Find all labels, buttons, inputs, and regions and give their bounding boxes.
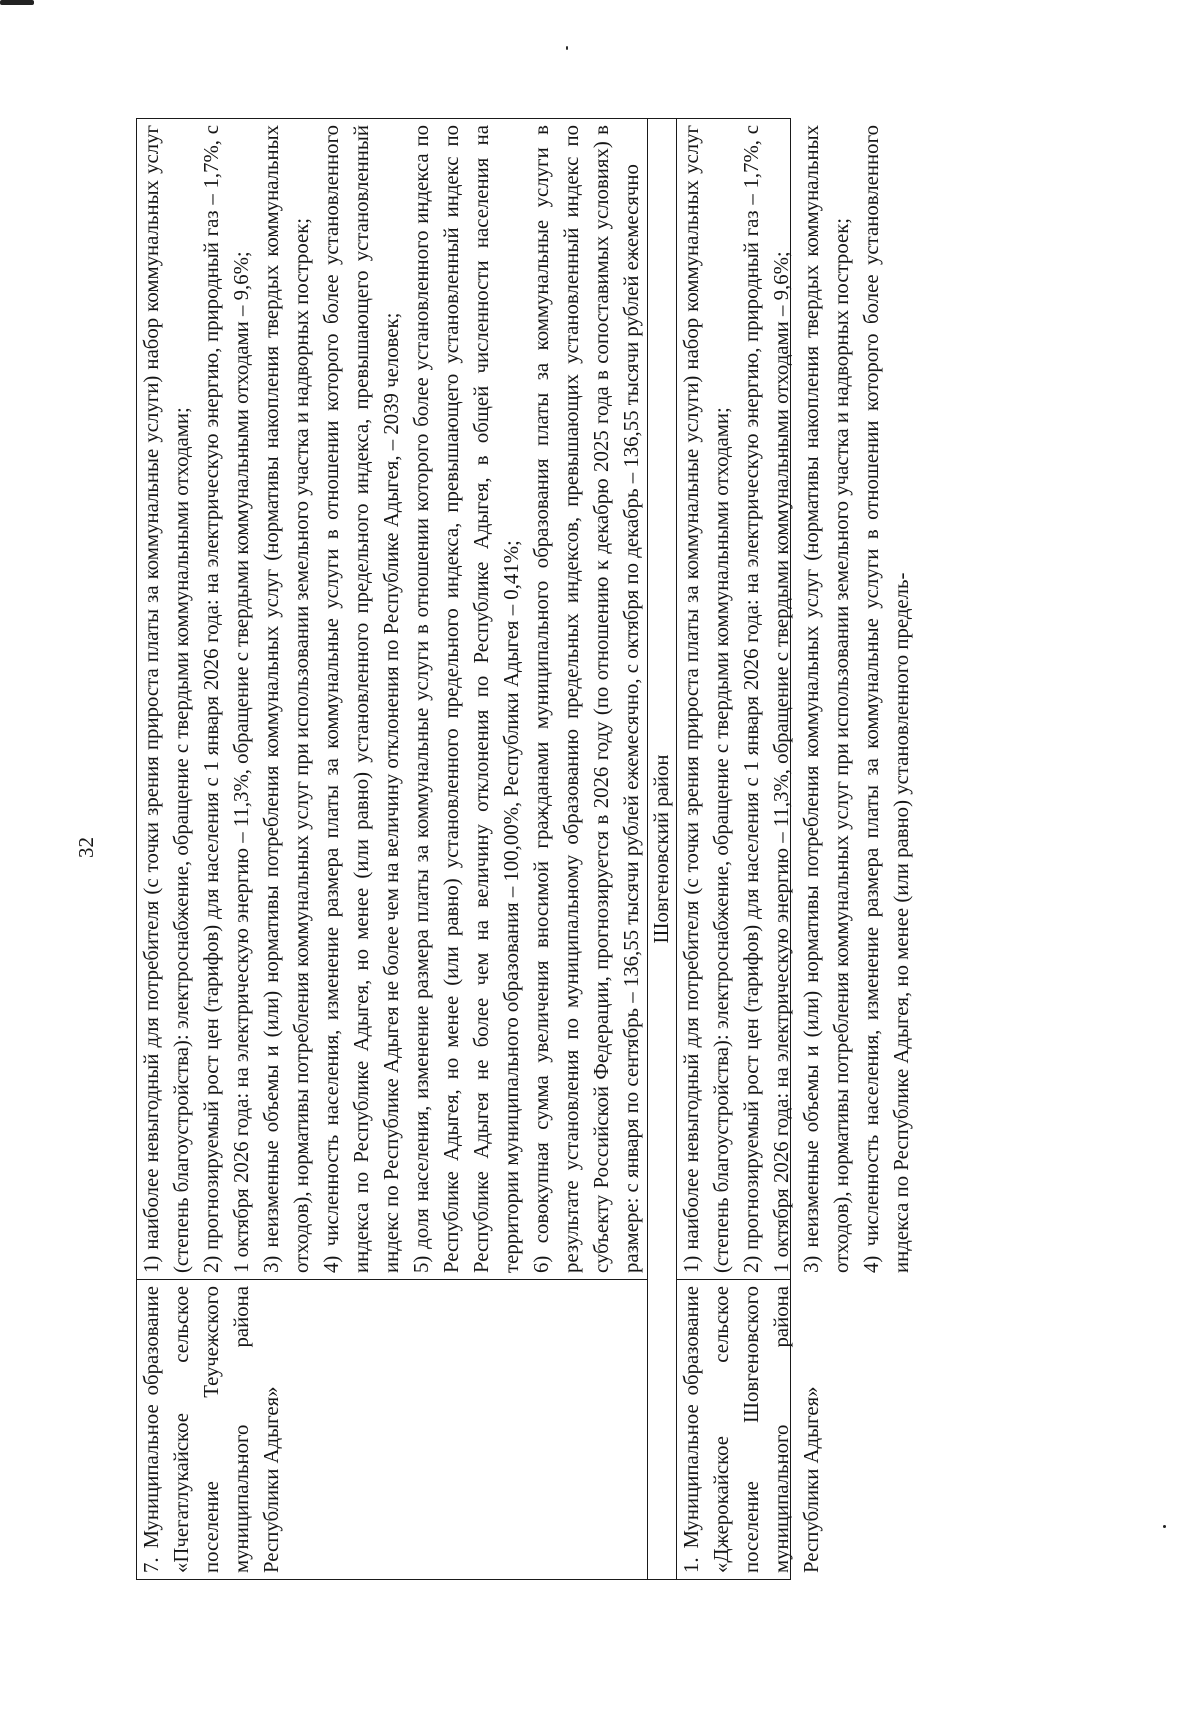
condition-item-6: 6) совокупная сумма увеличения вносимой гражданами муниципального образования платы за коммунальные услуги в результате установления по муниципальному образованию предельных индексов, превышающих установленный индекс по субъекту Российской Федерации, прогнозируется в 2026 году (по отношению к декабрю 2025 года в сопоставимых условиях) в размере: с января по сентябрь – 136,55 тысячи рублей ежемесячно, с октября по декабрь – 136,55 тысячи рублей ежемесячно <box>530 125 643 1273</box>
condition-item-1: 1) наиболее невыгодный для потребителя (с точки зрения прироста платы за коммунальные услуги) набор коммунальных услуг (степень благоустройства): электроснабжение, обращение с твердыми коммунальными отходами; <box>680 125 733 1273</box>
conditions-cell <box>137 119 648 1280</box>
district-heading: Шовгеновский район <box>648 119 677 1580</box>
conditions-cell-clip <box>677 125 913 1273</box>
municipality-cell-text: 1. Муниципальное образование «Джерокайское сельское поселение Шовгеновского муниципального района Республики Адыгея» <box>680 1286 823 1573</box>
conditions-cell <box>677 119 913 1280</box>
condition-item-3: 3) неизменные объемы и (или) нормативы потребления коммунальных услуг (нормативы накопления твердых коммунальных отходов), нормативы потребления коммунальных услуг при использовании земельного участка и надворных построек; <box>800 125 853 1273</box>
condition-item-4: 4) численность населения, изменение размера платы за коммунальные услуги в отношении которого более установленного индекса по Республике Адыгея, но менее (или равно) установленного предельного индекса, превышающего установленный индекс по Республике Адыгея не более чем на величину отклонения по Республике Адыгея, – 2039 человек; <box>320 125 403 1273</box>
municipality-cell <box>677 1280 823 1580</box>
condition-item-2: 2) прогнозируемый рост цен (тарифов) для населения с 1 января 2026 года: на электрическую энергию, природный газ – 1,7%, с 1 октября 2026 года: на электрическую энергию – 11,3%, обращение с твердыми коммунальными отходами – 9,6%; <box>740 125 793 1273</box>
scan-mark <box>0 0 34 5</box>
page-number: 32 <box>74 837 98 858</box>
condition-item-3: 3) неизменные объемы и (или) нормативы потребления коммунальных услуг (нормативы накопления твердых коммунальных отходов), нормативы потребления коммунальных услуг при использовании земельного участка и надворных построек; <box>260 125 313 1273</box>
condition-item-5: 5) доля населения, изменение размера платы за коммунальные услуги в отношении которого более установленного индекса по Республике Адыгея, но менее (или равно) установленного предельного индекса, превышающего установленный индекс по Республике Адыгея не более чем на величину отклонения по Республике Адыгея, в общей численности населения на территории муниципального образования – 100,00%, Республики Адыгея – 0,41%; <box>410 125 523 1273</box>
table-row-7 <box>137 119 648 1580</box>
document-table <box>136 118 913 1580</box>
municipality-cell: 7. Муниципальное образование «Пчегатлукайское сельское поселение Теучежского муниципального района Республики Адыгея» <box>137 1280 648 1580</box>
condition-item-4: 4) численность населения, изменение размера платы за коммунальные услуги в отношении которого более установленного индекса по Республике Адыгея, но менее (или равно) установленного предель- <box>860 125 913 1273</box>
section-row <box>648 119 677 1580</box>
table-row-1 <box>677 119 791 1580</box>
condition-item-1: 1) наиболее невыгодный для потребителя (с точки зрения прироста платы за коммунальные услуги) набор коммунальных услуг (степень благоустройства): электроснабжение, обращение с твердыми коммунальными отходами; <box>140 125 193 1273</box>
scan-dot <box>1163 1525 1166 1528</box>
scan-dot <box>566 46 568 50</box>
condition-item-2: 2) прогнозируемый рост цен (тарифов) для населения с 1 января 2026 года: на электрическую энергию, природный газ – 1,7%, с 1 октября 2026 года: на электрическую энергию – 11,3%, обращение с твердыми коммунальными отходами – 9,6%; <box>200 125 253 1273</box>
rotated-page-content <box>136 118 1136 1580</box>
